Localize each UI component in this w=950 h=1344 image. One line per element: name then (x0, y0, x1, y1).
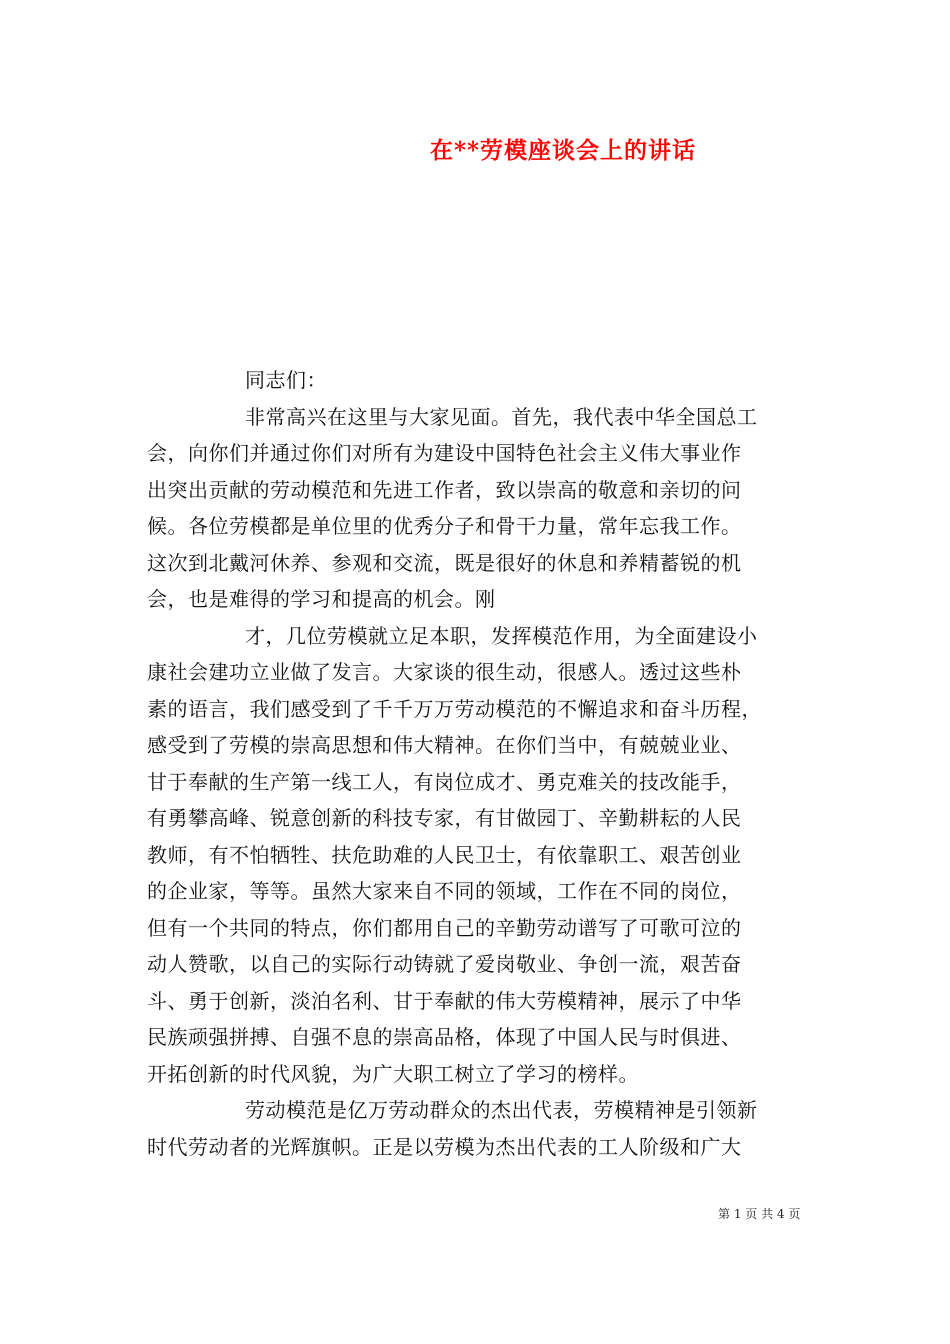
body-line: 的企业家，等等。虽然大家来自不同的领域，工作在不同的岗位， (147, 879, 742, 903)
body-line: 感受到了劳模的崇高思想和伟大精神。在你们当中，有兢兢业业、 (147, 733, 742, 757)
body-line: 同志们： (245, 368, 327, 392)
body-line: 康社会建功立业做了发言。大家谈的很生动，很感人。透过这些朴 (147, 660, 742, 684)
body-line: 有勇攀高峰、锐意创新的科技专家，有甘做园丁、辛勤耕耘的人民 (147, 806, 742, 830)
body-line: 教师，有不怕牺牲、扶危助难的人民卫士，有依靠职工、艰苦创业 (147, 842, 742, 867)
body-line: 时代劳动者的光辉旗帜。正是以劳模为杰出代表的工人阶级和广大 (147, 1134, 742, 1159)
body-line: 这次到北戴河休养、参观和交流，既是很好的休息和养精蓄锐的机 (147, 550, 742, 575)
document-body (147, 362, 807, 1165)
body-line: 劳动模范是亿万劳动群众的杰出代表，劳模精神是引领新 (245, 1098, 758, 1122)
page-number-indicator: 第 1 页 共 4 页 (718, 1207, 801, 1221)
body-line: 候。各位劳模都是单位里的优秀分子和骨干力量，常年忘我工作。 (147, 514, 742, 538)
body-line: 斗、勇于创新，淡泊名利、甘于奉献的伟大劳模精神，展示了中华 (147, 988, 742, 1013)
body-line: 民族顽强拼搏、自强不息的崇高品格，体现了中国人民与时俱进、 (147, 1025, 742, 1049)
body-line: 但有一个共同的特点，你们都用自己的辛勤劳动谱写了可歌可泣的 (147, 915, 742, 940)
body-line: 开拓创新的时代风貌，为广大职工树立了学习的榜样。 (147, 1061, 639, 1086)
body-line: 素的语言，我们感受到了千千万万劳动模范的不懈追求和奋斗历程， (147, 696, 762, 721)
page-footer (718, 1205, 800, 1222)
body-line: 动人赞歌，以自己的实际行动铸就了爱岗敬业、争创一流，艰苦奋 (147, 952, 742, 976)
body-line: 会，也是难得的学习和提高的机会。刚 (147, 587, 496, 611)
document-title: 在**劳模座谈会上的讲话 (430, 137, 697, 164)
body-line: 才，几位劳模就立足本职，发挥模范作用，为全面建设小 (245, 623, 758, 648)
body-line: 非常高兴在这里与大家见面。首先，我代表中华全国总工 (245, 404, 758, 429)
body-line: 出突出贡献的劳动模范和先进工作者，致以崇高的敬意和亲切的问 (147, 477, 742, 502)
body-line: 甘于奉献的生产第一线工人，有岗位成才、勇克难关的技改能手， (147, 769, 742, 794)
body-line: 会，向你们并通过你们对所有为建设中国特色社会主义伟大事业作 (147, 441, 742, 465)
